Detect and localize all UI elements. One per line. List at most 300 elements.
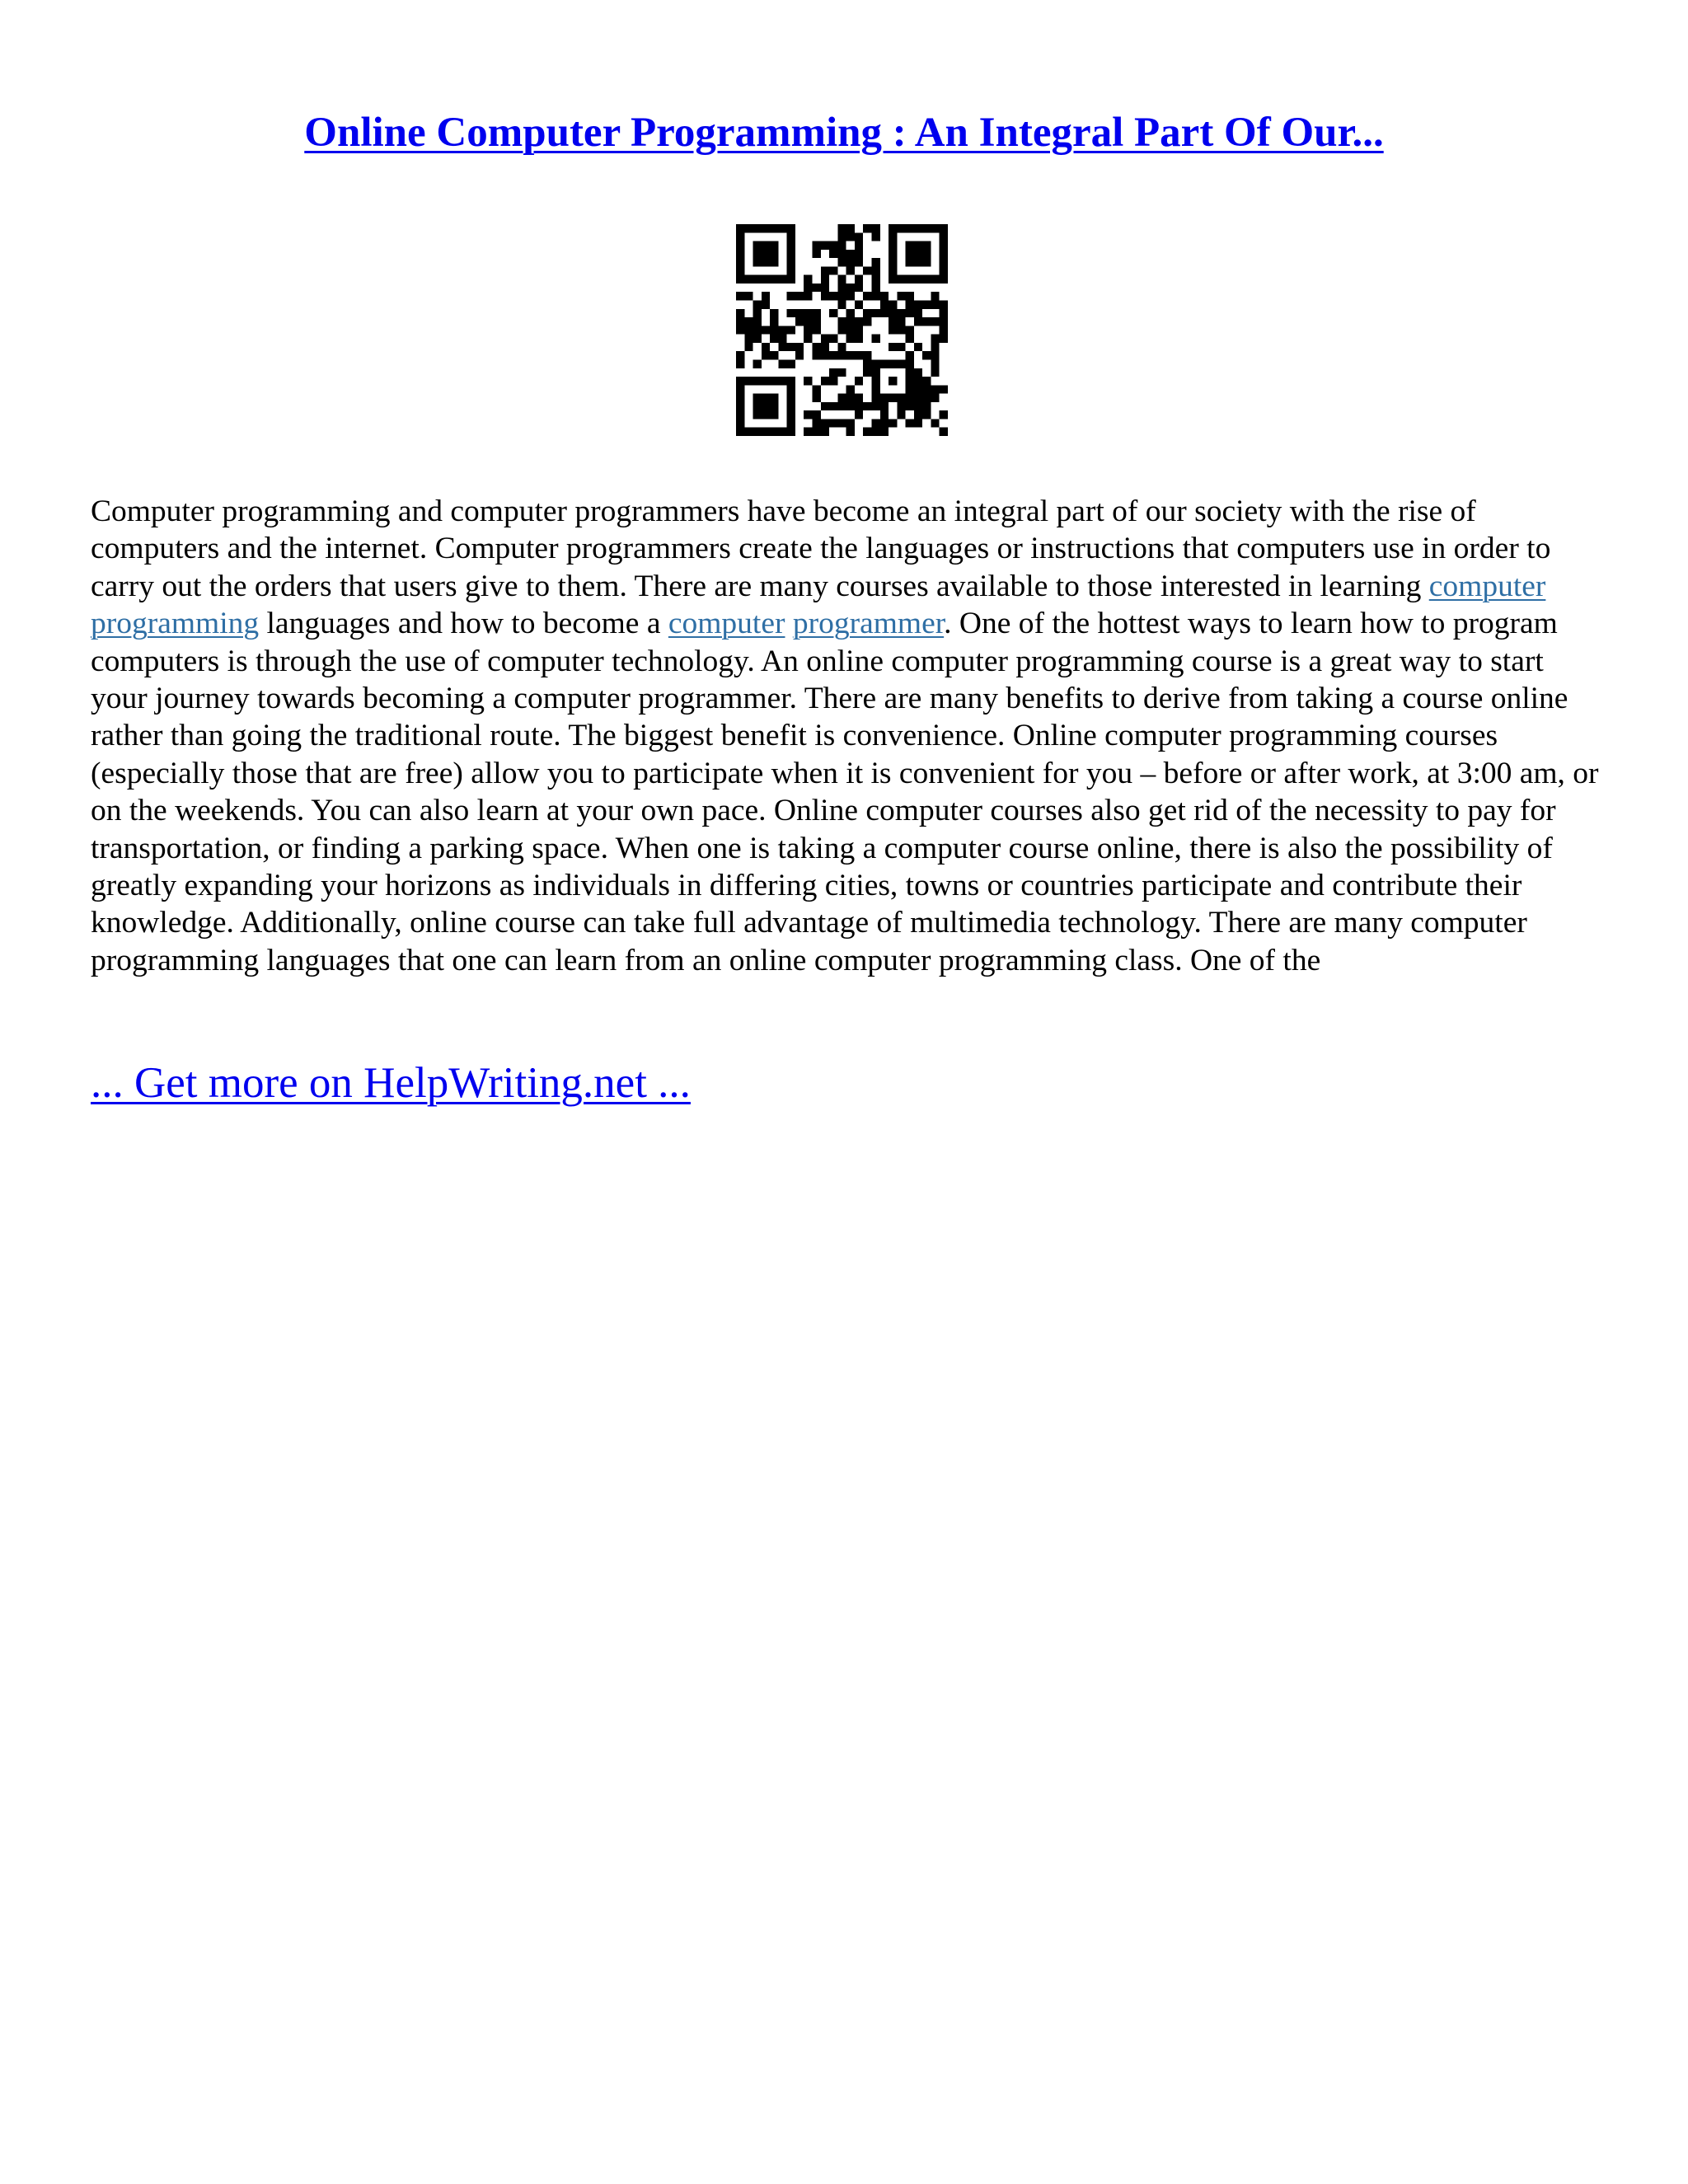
qr-module (906, 258, 914, 266)
qr-module (770, 402, 778, 410)
qr-module (770, 377, 778, 385)
qr-module (914, 301, 922, 309)
qr-module (855, 232, 863, 241)
qr-module (795, 351, 804, 359)
qr-module (914, 394, 922, 402)
link-programmer[interactable]: programmer (792, 607, 945, 641)
qr-module (762, 428, 770, 436)
qr-module (753, 317, 762, 326)
qr-module (753, 410, 762, 419)
qr-module (889, 275, 897, 284)
qr-module (863, 317, 871, 326)
qr-module (813, 241, 821, 250)
qr-module (914, 343, 922, 351)
qr-module (871, 224, 879, 232)
qr-module (906, 368, 914, 377)
qr-module (871, 292, 879, 300)
qr-module (837, 419, 846, 427)
qr-module (813, 309, 821, 317)
qr-module (871, 402, 879, 410)
qr-module (880, 410, 889, 419)
qr-module (940, 428, 948, 436)
qr-module (762, 241, 770, 250)
qr-module (871, 258, 879, 266)
qr-module (889, 224, 897, 232)
qr-module (736, 266, 744, 274)
qr-module (906, 377, 914, 385)
qr-module (931, 301, 939, 309)
qr-module (837, 275, 846, 284)
qr-module (906, 335, 914, 343)
qr-module (744, 343, 753, 351)
qr-module (889, 359, 897, 368)
qr-module (753, 428, 762, 436)
qr-module (753, 250, 762, 258)
qr-module (787, 326, 795, 334)
qr-module (778, 275, 786, 284)
qr-module (897, 410, 905, 419)
qr-module (940, 410, 948, 419)
qr-module (889, 258, 897, 266)
qr-module (846, 284, 855, 292)
qr-module (880, 402, 889, 410)
qr-module (846, 232, 855, 241)
qr-module (855, 377, 863, 385)
get-more-link[interactable]: ... Get more on HelpWriting.net ... (91, 1059, 691, 1107)
qr-module (863, 402, 871, 410)
qr-module (940, 275, 948, 284)
qr-module (846, 335, 855, 343)
qr-module (931, 419, 939, 427)
qr-module (778, 428, 786, 436)
qr-module (906, 275, 914, 284)
qr-module (787, 428, 795, 436)
qr-module (829, 292, 837, 300)
qr-module (762, 326, 770, 334)
qr-module (906, 402, 914, 410)
qr-module (770, 326, 778, 334)
qr-module (889, 343, 897, 351)
qr-module (762, 224, 770, 232)
qr-module (914, 385, 922, 393)
qr-module (906, 250, 914, 258)
qr-module (787, 419, 795, 427)
qr-module (880, 359, 889, 368)
qr-module (778, 343, 786, 351)
qr-module (897, 343, 905, 351)
qr-module (778, 359, 786, 368)
qr-module (855, 241, 863, 250)
qr-module (897, 275, 905, 284)
qr-module (753, 301, 762, 309)
qr-module (736, 377, 744, 385)
qr-module (770, 250, 778, 258)
qr-module (940, 266, 948, 274)
qr-module (897, 317, 905, 326)
qr-module (914, 250, 922, 258)
qr-module (922, 317, 931, 326)
qr-module (871, 309, 879, 317)
qr-module (931, 275, 939, 284)
qr-module (829, 266, 837, 274)
qr-module (770, 428, 778, 436)
qr-module (931, 359, 939, 368)
qr-module (744, 377, 753, 385)
qr-module (837, 241, 846, 250)
qr-module (787, 385, 795, 393)
qr-module (922, 258, 931, 266)
qr-module (940, 301, 948, 309)
qr-module (871, 284, 879, 292)
qr-module (762, 343, 770, 351)
qr-module (736, 224, 744, 232)
qr-module (778, 335, 786, 343)
qr-module (855, 335, 863, 343)
qr-module (846, 428, 855, 436)
qr-module (837, 224, 846, 232)
qr-module (829, 419, 837, 427)
qr-module (804, 410, 812, 419)
qr-module (889, 241, 897, 250)
qr-module (931, 394, 939, 402)
qr-module (804, 317, 812, 326)
qr-module (787, 258, 795, 266)
paragraph-text (785, 607, 792, 640)
qr-module (889, 232, 897, 241)
qr-module (804, 335, 812, 343)
qr-module (940, 326, 948, 334)
qr-module (871, 428, 879, 436)
qr-module (922, 301, 931, 309)
qr-module (855, 317, 863, 326)
qr-module (837, 368, 846, 377)
qr-module (787, 359, 795, 368)
qr-module (736, 359, 744, 368)
paragraph-text: Computer programming and computer programmers have become an integral part of our society with the rise of computers and the internet. Computer programmers create the languages or instructions that computers use in order to carry out the orders that users give to them. There are many courses available to those interested in learning (91, 494, 1551, 603)
qr-module (897, 309, 905, 317)
qr-module (889, 394, 897, 402)
qr-module (931, 292, 939, 300)
qr-module (753, 309, 762, 317)
qr-module (940, 250, 948, 258)
qr-module (736, 250, 744, 258)
qr-module (762, 258, 770, 266)
qr-module (821, 275, 829, 284)
qr-module (744, 335, 753, 343)
qr-module (914, 368, 922, 377)
qr-module (863, 266, 871, 274)
qr-module (795, 317, 804, 326)
qr-module (821, 284, 829, 292)
qr-module (804, 326, 812, 334)
qr-module (855, 351, 863, 359)
qr-module (804, 428, 812, 436)
qr-module (736, 410, 744, 419)
qr-module (829, 377, 837, 385)
qr-module (914, 410, 922, 419)
qr-module (753, 241, 762, 250)
qr-module (753, 377, 762, 385)
qr-module (821, 335, 829, 343)
qr-module (736, 351, 744, 359)
qr-module (787, 410, 795, 419)
qr-module (813, 419, 821, 427)
qr-module (871, 377, 879, 385)
qr-module (863, 368, 871, 377)
qr-module (787, 309, 795, 317)
qr-module (846, 317, 855, 326)
qr-module (753, 275, 762, 284)
qr-module (778, 326, 786, 334)
qr-module (813, 428, 821, 436)
qr-module (940, 385, 948, 393)
qr-module (804, 284, 812, 292)
qr-module (906, 326, 914, 334)
qr-module (931, 343, 939, 351)
qr-module (914, 309, 922, 317)
qr-module (855, 284, 863, 292)
qr-module (906, 385, 914, 393)
qr-module (914, 241, 922, 250)
link-computer[interactable]: computer (668, 607, 785, 641)
qr-module (787, 250, 795, 258)
qr-module (889, 266, 897, 274)
qr-module (736, 232, 744, 241)
qr-module (762, 250, 770, 258)
article-paragraph (91, 493, 1599, 979)
qr-module (914, 317, 922, 326)
qr-module (855, 301, 863, 309)
qr-module (736, 428, 744, 436)
qr-module (931, 335, 939, 343)
qr-module (880, 309, 889, 317)
qr-module (821, 351, 829, 359)
qr-module (940, 232, 948, 241)
qr-module (753, 359, 762, 368)
qr-module (914, 275, 922, 284)
qr-module (736, 402, 744, 410)
qr-module (762, 402, 770, 410)
qr-module (744, 428, 753, 436)
qr-module (863, 351, 871, 359)
title-container (0, 109, 1688, 157)
qr-module (922, 275, 931, 284)
qr-module (855, 250, 863, 258)
qr-module (753, 335, 762, 343)
qr-module (770, 309, 778, 317)
qr-module (837, 292, 846, 300)
qr-module (855, 258, 863, 266)
qr-module (855, 410, 863, 419)
title-link[interactable]: Online Computer Programming : An Integral Part Of Our... (304, 110, 1384, 156)
qr-module (787, 377, 795, 385)
paragraph-text: languages and how to become a (259, 607, 668, 641)
qr-module (889, 326, 897, 334)
qr-module (736, 394, 744, 402)
qr-module (829, 241, 837, 250)
qr-module (940, 335, 948, 343)
qr-module (889, 250, 897, 258)
qr-module (846, 258, 855, 266)
qr-module (821, 343, 829, 351)
qr-module (787, 343, 795, 351)
qr-module (931, 368, 939, 377)
qr-code-icon (736, 224, 948, 436)
qr-module (889, 317, 897, 326)
qr-module (871, 232, 879, 241)
qr-module (762, 394, 770, 402)
qr-module (871, 266, 879, 274)
qr-module (922, 224, 931, 232)
qr-module (880, 301, 889, 309)
qr-module (770, 317, 778, 326)
qr-module (813, 326, 821, 334)
qr-module (940, 241, 948, 250)
qr-module (846, 224, 855, 232)
qr-module (871, 385, 879, 393)
qr-module (753, 402, 762, 410)
qr-module (906, 241, 914, 250)
qr-module (897, 402, 905, 410)
qr-module (846, 266, 855, 274)
qr-module (940, 258, 948, 266)
qr-module (837, 301, 846, 309)
qr-module (821, 266, 829, 274)
qr-module (829, 402, 837, 410)
qr-module (813, 317, 821, 326)
link-computer-programming[interactable]: computer programming (91, 569, 1546, 641)
qr-module (804, 309, 812, 317)
qr-module (922, 385, 931, 393)
qr-module (829, 335, 837, 343)
qr-module (931, 351, 939, 359)
qr-module (871, 359, 879, 368)
qr-module (787, 275, 795, 284)
qr-module (897, 359, 905, 368)
qr-module (906, 224, 914, 232)
qr-module (846, 402, 855, 410)
qr-module (787, 241, 795, 250)
qr-module (922, 402, 931, 410)
qr-module (922, 394, 931, 402)
qr-module (837, 258, 846, 266)
qr-module (906, 351, 914, 359)
qr-module (787, 224, 795, 232)
qr-module (922, 377, 931, 385)
qr-module (922, 250, 931, 258)
qr-module (863, 428, 871, 436)
qr-module (829, 351, 837, 359)
qr-module (787, 402, 795, 410)
qr-module (837, 394, 846, 402)
qr-module (855, 275, 863, 284)
qr-module (863, 309, 871, 317)
qr-module (762, 275, 770, 284)
qr-module (837, 326, 846, 334)
qr-module (880, 292, 889, 300)
qr-module (829, 250, 837, 258)
qr-module (753, 224, 762, 232)
qr-module (871, 275, 879, 284)
qr-module (846, 250, 855, 258)
qr-module (736, 275, 744, 284)
qr-module (863, 292, 871, 300)
qr-module (914, 402, 922, 410)
qr-module (889, 377, 897, 385)
qr-module (914, 377, 922, 385)
qr-module (863, 359, 871, 368)
qr-module (871, 335, 879, 343)
qr-module (897, 224, 905, 232)
qr-module (906, 419, 914, 427)
qr-module (897, 394, 905, 402)
qr-module (889, 309, 897, 317)
qr-module (770, 241, 778, 250)
qr-module (880, 394, 889, 402)
qr-module (940, 317, 948, 326)
qr-module (813, 385, 821, 393)
qr-module (846, 419, 855, 427)
qr-module (906, 301, 914, 309)
qr-module (770, 410, 778, 419)
qr-module (744, 292, 753, 300)
qr-module (837, 232, 846, 241)
qr-module (863, 224, 871, 232)
qr-module (795, 309, 804, 317)
qr-module (813, 250, 821, 258)
qr-module (770, 224, 778, 232)
qr-module (770, 275, 778, 284)
qr-module (821, 241, 829, 250)
qr-module (762, 351, 770, 359)
qr-module (837, 284, 846, 292)
qr-module (914, 419, 922, 427)
qr-module (762, 292, 770, 300)
qr-module (813, 351, 821, 359)
qr-module (787, 232, 795, 241)
qr-module (753, 326, 762, 334)
qr-module (931, 385, 939, 393)
qr-module (821, 419, 829, 427)
qr-module (889, 301, 897, 309)
qr-module (770, 394, 778, 402)
qr-module (795, 292, 804, 300)
qr-module (837, 250, 846, 258)
qr-module (821, 402, 829, 410)
qr-module (762, 410, 770, 419)
qr-module (770, 258, 778, 266)
qr-module (770, 335, 778, 343)
qr-module (897, 292, 905, 300)
qr-module (736, 292, 744, 300)
qr-module (889, 419, 897, 427)
qr-module (897, 326, 905, 334)
qr-module (837, 317, 846, 326)
qr-module (940, 309, 948, 317)
qr-module (871, 419, 879, 427)
qr-module (736, 419, 744, 427)
qr-module (871, 394, 879, 402)
qr-module (736, 258, 744, 266)
qr-module (837, 351, 846, 359)
qr-module (837, 343, 846, 351)
qr-module (837, 402, 846, 410)
qr-module (736, 326, 744, 334)
qr-module (753, 394, 762, 402)
qr-module (753, 258, 762, 266)
qr-module (787, 394, 795, 402)
qr-module (922, 410, 931, 419)
